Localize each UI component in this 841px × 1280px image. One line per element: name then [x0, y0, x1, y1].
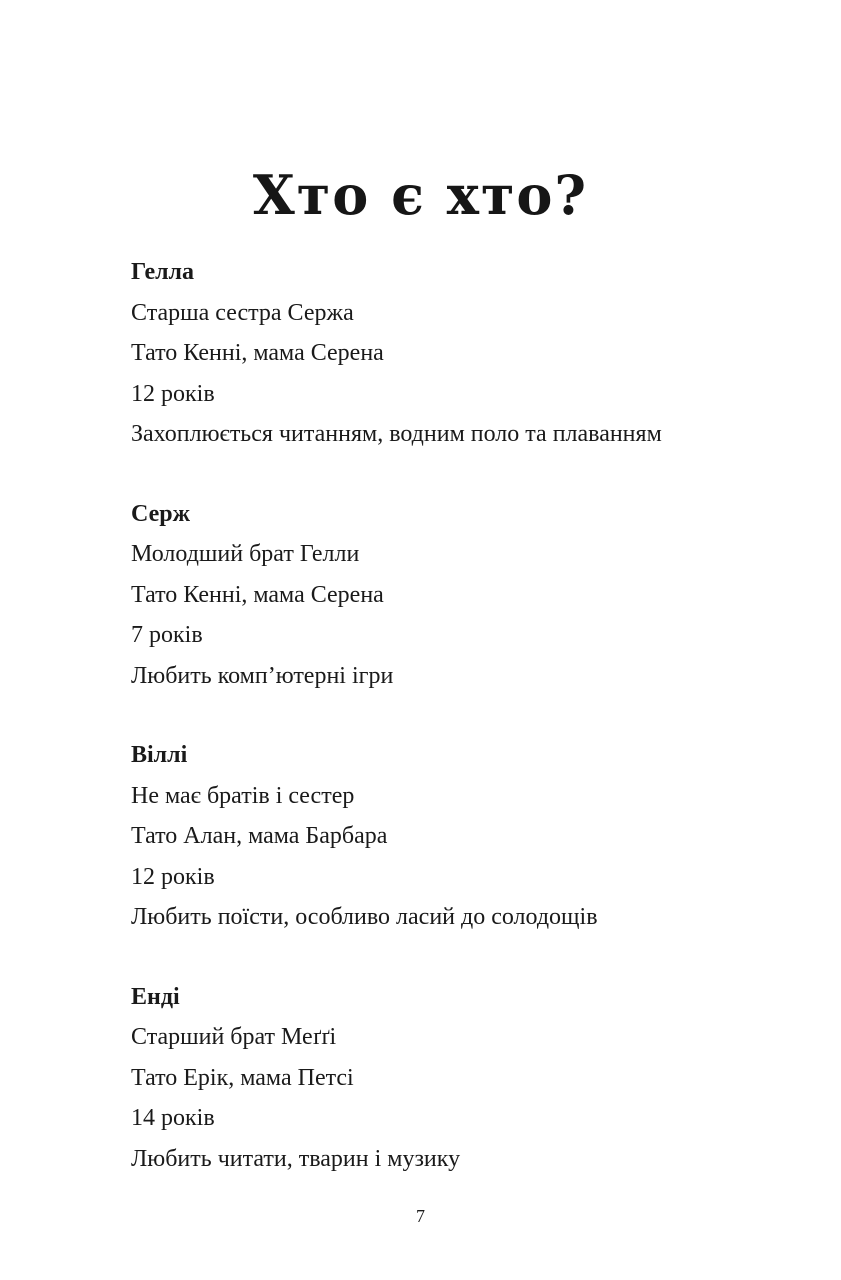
character-name: Віллі — [131, 742, 188, 768]
character-relation: Молодший брат Гелли — [131, 541, 360, 567]
character-parents: Тато Кенні, мама Серена — [131, 581, 384, 608]
character-age: 7 років — [131, 622, 203, 648]
character-relation: Старша сестра Сержа — [131, 299, 354, 326]
character-relation: Не має братів і сестер — [131, 782, 355, 809]
character-entry-serzh — [131, 494, 811, 697]
character-parents: Тато Кенні, мама Серена — [131, 340, 384, 366]
character-entry-villi — [131, 735, 811, 938]
character-parents: Тато Алан, мама Барбара — [131, 823, 388, 849]
character-interests: Любить поїсти, особливо ласий до солодощів — [131, 904, 598, 930]
character-relation: Старший брат Меґґі — [131, 1024, 337, 1050]
character-name: Гелла — [131, 259, 195, 285]
character-name: Серж — [131, 500, 191, 527]
character-entry-endi — [131, 977, 811, 1180]
character-entry-gella — [131, 252, 811, 455]
character-name: Енді — [131, 983, 180, 1010]
character-age: 14 років — [131, 1105, 215, 1131]
character-list — [131, 252, 811, 1218]
character-interests: Захоплюється читанням, водним поло та плаванням — [131, 421, 662, 447]
page-number: 7 — [416, 1206, 425, 1226]
character-parents: Тато Ерік, мама Петсі — [131, 1064, 354, 1091]
page-title: Хто є хто? — [252, 163, 589, 228]
character-interests: Любить читати, тварин і музику — [131, 1145, 461, 1172]
character-age: 12 років — [131, 863, 215, 890]
character-interests: Любить комп’ютерні ігри — [131, 662, 394, 689]
character-age: 12 років — [131, 380, 215, 407]
